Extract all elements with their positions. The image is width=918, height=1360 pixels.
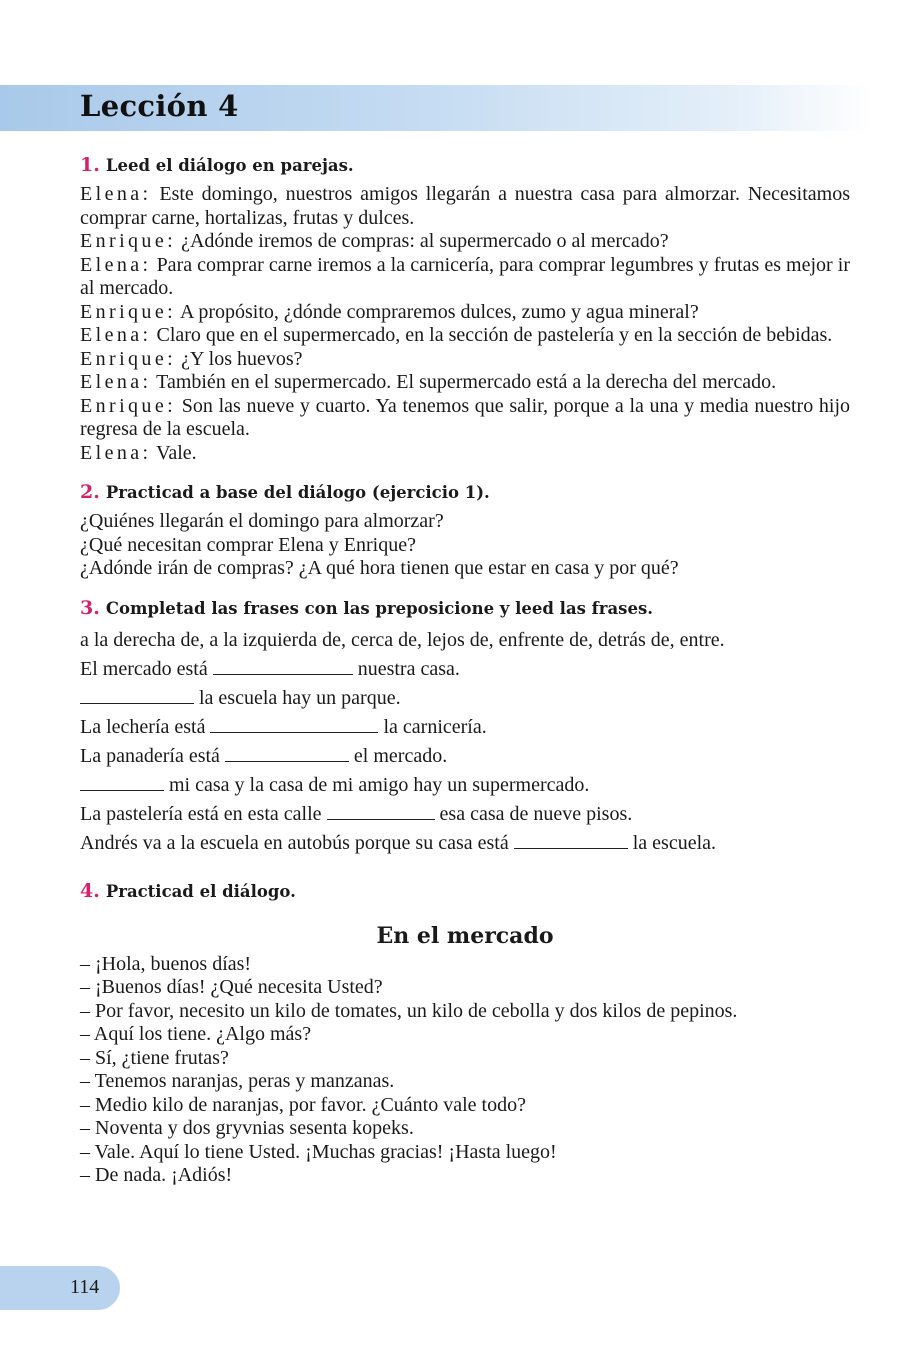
fill-in-sentences: [80, 655, 850, 858]
dialog-line: – Tenemos naranjas, peras y manzanas.: [80, 1070, 395, 1092]
word-bank: a la derecha de, a la izquierda de, cerca de, lejos de, enfrente de, detrás de, entre.: [80, 628, 725, 651]
dialog-line: – Por favor, necesito un kilo de tomates, un kilo de cebolla y dos kilos de pepinos.: [80, 999, 738, 1022]
dialog-line: [80, 183, 850, 230]
exercise-2-heading: [80, 481, 850, 504]
sentence-end: esa casa de nueve pisos.: [439, 802, 633, 825]
fill-sentence: [80, 742, 850, 771]
dialog-line: [80, 371, 850, 395]
sentence-end: la carnicería.: [383, 715, 487, 738]
dialog-text: Vale.: [156, 441, 197, 464]
sentence-start: Andrés va a la escuela en autobús porque su casa está: [80, 831, 509, 854]
fill-sentence: [80, 713, 850, 742]
dialog-line: [80, 230, 850, 254]
dialog-text: Este domingo, nuestros amigos llegarán a nuestra casa para almorzar. Necesitamos comprar carne, hortalizas, frutas y dulces.: [80, 183, 851, 229]
speaker-name: Enrique:: [80, 230, 177, 252]
exercise-instruction: Leed el diálogo en parejas.: [105, 156, 354, 175]
exercise-number: 3.: [80, 596, 100, 619]
dialog-text: Claro que en el supermercado, en la sección de pastelería y en la sección de bebidas.: [156, 324, 833, 346]
sentence-end: la escuela.: [632, 831, 717, 854]
dialog-line: – Aquí los tiene. ¿Algo más?: [80, 1023, 312, 1045]
fill-sentence: [80, 684, 850, 713]
dialog-line: [80, 324, 850, 348]
lesson-title: Lección 4: [80, 89, 239, 123]
speaker-name: Elena:: [80, 183, 152, 205]
exercise-number: 2.: [80, 481, 100, 503]
dialog-text: Son las nueve y cuarto. Ya tenemos que salir, porque a la una y media nuestro hijo regresa de la escuela.: [80, 394, 851, 440]
fill-sentence: [80, 655, 850, 684]
sentence-end: el mercado.: [353, 744, 448, 767]
speaker-name: Enrique:: [80, 394, 177, 417]
question: ¿Quiénes llegarán el domingo para almorzar?: [80, 510, 444, 532]
exercise-number: 4.: [80, 879, 100, 902]
dialog-line: – De nada. ¡Adiós!: [80, 1164, 233, 1186]
sentence-end: la escuela hay un parque.: [199, 686, 401, 709]
question: ¿Qué necesitan comprar Elena y Enrique?: [80, 533, 416, 556]
dialog-line: [80, 301, 850, 325]
speaker-name: Enrique:: [80, 300, 177, 323]
answer-blank[interactable]: [514, 833, 628, 849]
speaker-name: Elena:: [80, 371, 152, 393]
dialog-text: ¿Y los huevos?: [181, 347, 303, 370]
dialog-text: También en el supermercado. El supermercado está a la derecha del mercado.: [156, 371, 777, 393]
dialog-title: En el mercado: [376, 922, 554, 949]
dialog-text: A propósito, ¿dónde compraremos dulces, zumo y agua mineral?: [179, 300, 699, 323]
market-dialog: [80, 953, 850, 1188]
question: ¿Adónde irán de compras? ¿A qué hora tienen que estar en casa y por qué?: [80, 557, 679, 579]
dialog-text: ¿Adónde iremos de compras: al supermercado o al mercado?: [181, 230, 669, 252]
exercise-instruction: Completad las frases con las preposicione y leed las frases.: [105, 598, 653, 618]
dialog-line: – ¡Hola, buenos días!: [80, 952, 252, 975]
fill-sentence: [80, 829, 850, 858]
speaker-name: Elena:: [80, 253, 152, 276]
answer-blank[interactable]: [213, 659, 353, 675]
dialog-line: – ¡Buenos días! ¿Qué necesita Usted?: [80, 976, 383, 998]
answer-blank[interactable]: [210, 717, 378, 733]
page-number-tab: [0, 1266, 120, 1310]
sentence-start: El mercado está: [80, 657, 208, 680]
dialog-elena-enrique: [80, 183, 850, 465]
sentence-start: La pastelería está en esta calle: [80, 802, 322, 825]
sentence-start: La panadería está: [80, 744, 220, 767]
page-content: [80, 152, 850, 1188]
answer-blank[interactable]: [80, 775, 164, 791]
speaker-name: Enrique:: [80, 347, 177, 370]
exercise-4-heading: [80, 880, 850, 903]
answer-blank[interactable]: [327, 804, 435, 820]
dialog-line: [80, 395, 850, 442]
exercise-number: 1.: [80, 154, 100, 176]
speaker-name: Elena:: [80, 324, 152, 346]
question-list: [80, 510, 850, 581]
dialog-line: – Sí, ¿tiene frutas?: [80, 1046, 229, 1069]
exercise-instruction: Practicad a base del diálogo (ejercicio 1).: [105, 483, 490, 502]
sentence-end: nuestra casa.: [357, 657, 460, 680]
speaker-name: Elena:: [80, 441, 152, 464]
page-number: 114: [70, 1276, 100, 1298]
dialog-line: – Vale. Aquí lo tiene Usted. ¡Muchas gracias! ¡Hasta luego!: [80, 1140, 557, 1163]
fill-sentence: [80, 800, 850, 829]
answer-blank[interactable]: [225, 746, 349, 762]
answer-blank[interactable]: [80, 688, 194, 704]
fill-sentence: [80, 771, 850, 800]
dialog-line: [80, 254, 850, 301]
dialog-line: – Noventa y dos gryvnias sesenta kopeks.: [80, 1117, 414, 1139]
sentence-end: mi casa y la casa de mi amigo hay un supermercado.: [169, 773, 590, 796]
dialog-line: [80, 348, 850, 372]
exercise-instruction: Practicad el diálogo.: [105, 881, 296, 901]
dialog-line: [80, 442, 850, 466]
dialog-line: – Medio kilo de naranjas, por favor. ¿Cuánto vale todo?: [80, 1093, 526, 1116]
exercise-3-heading: [80, 597, 850, 620]
dialog-text: Para comprar carne iremos a la carnicería, para comprar legumbres y frutas es mejor ir al mercado.: [80, 253, 850, 299]
exercise-1-heading: [80, 154, 850, 177]
sentence-start: La lechería está: [80, 715, 206, 738]
